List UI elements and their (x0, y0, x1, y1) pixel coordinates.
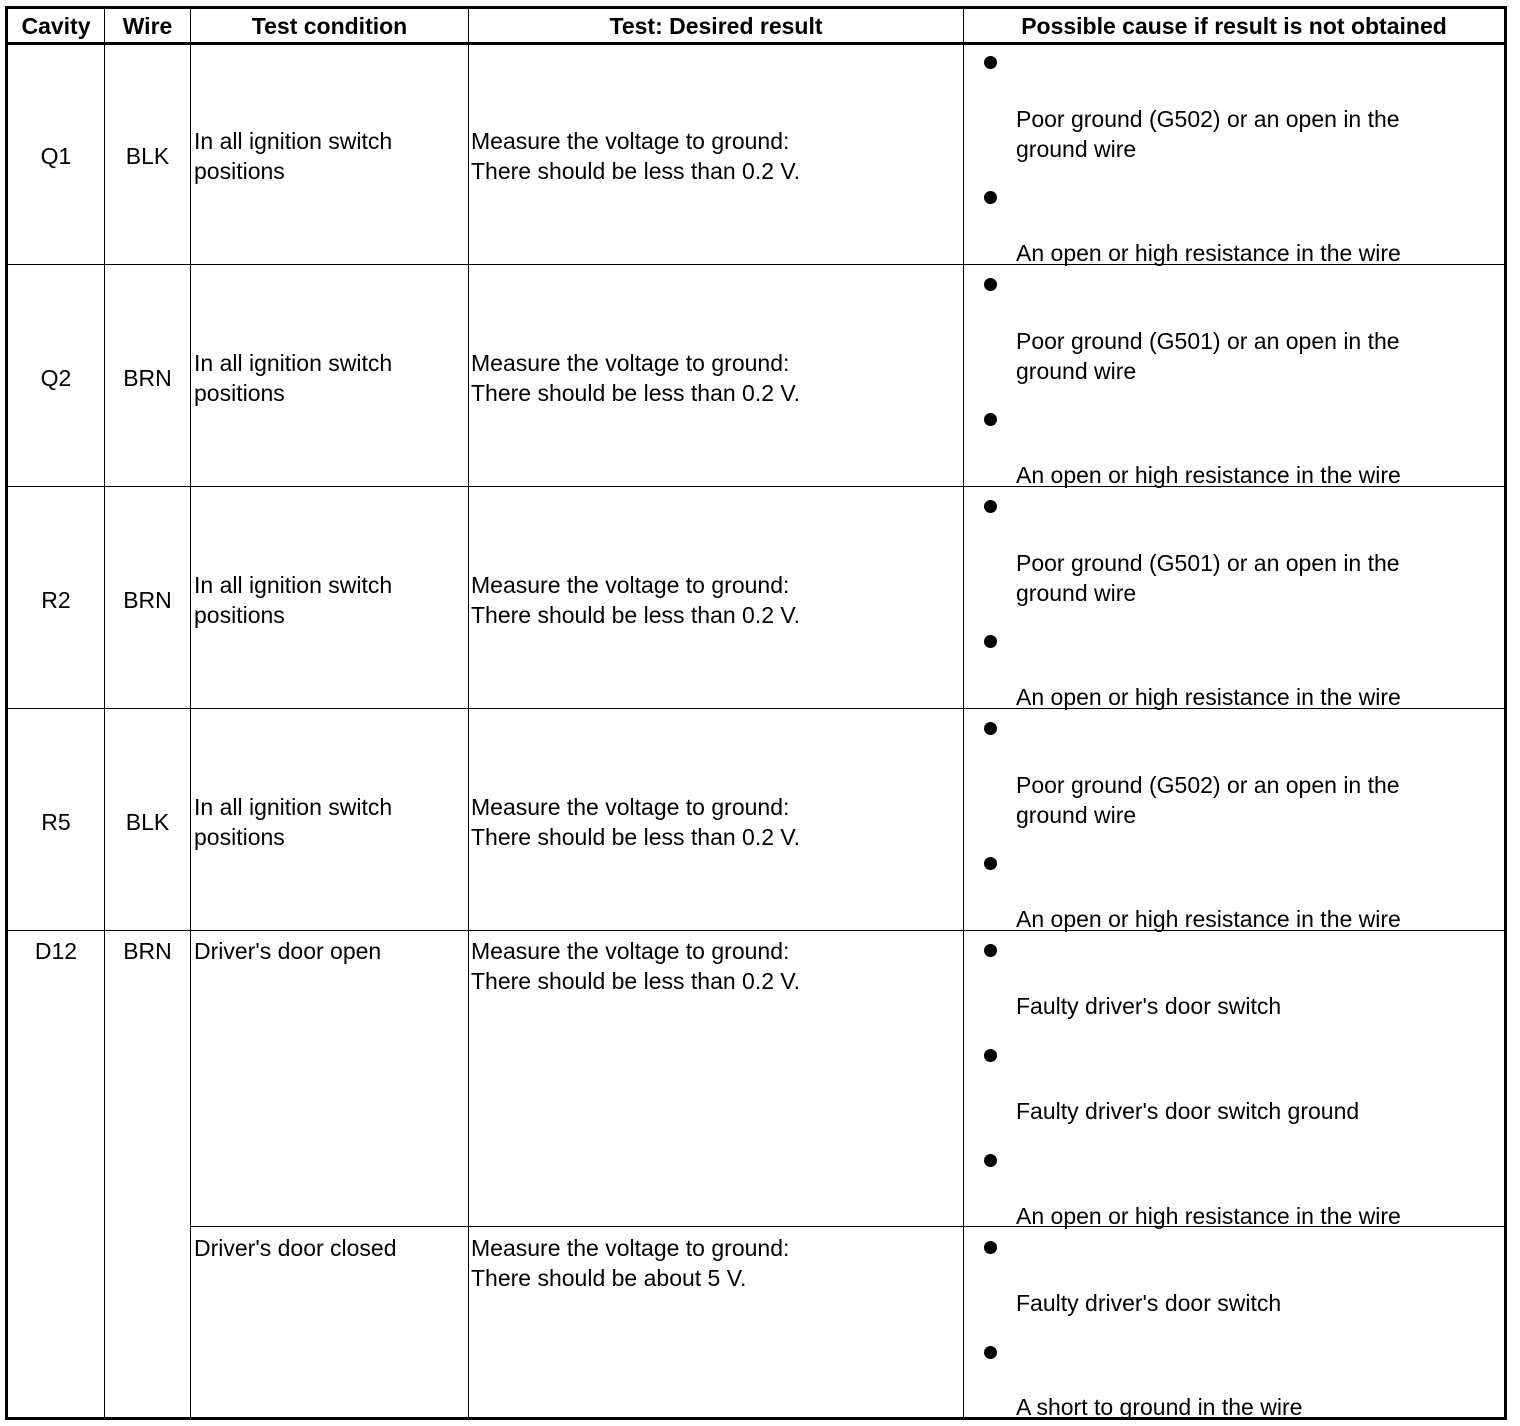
col-divider (963, 9, 964, 1417)
wire-cell: BRN (123, 587, 172, 613)
bullet-icon (984, 500, 997, 513)
desired-result-line: Measure the voltage to ground: (471, 572, 790, 598)
cause-line: An open or high resistance in the wire (1016, 240, 1401, 266)
col-divider (468, 9, 469, 1417)
bullet-icon (984, 413, 997, 426)
cavity-cell: Q2 (40, 365, 72, 391)
header-test-condition: Test condition (251, 13, 408, 39)
cause-line: An open or high resistance in the wire (1016, 684, 1401, 710)
cause-line: An open or high resistance in the wire (1016, 906, 1401, 932)
test-condition-line: positions (194, 380, 285, 406)
desired-result-line: Measure the voltage to ground: (471, 350, 790, 376)
cavity-cell: R5 (41, 809, 71, 835)
desired-result-line: Measure the voltage to ground: (471, 1235, 790, 1261)
desired-result-line: There should be less than 0.2 V. (471, 380, 801, 406)
test-condition-line: Driver's door closed (194, 1235, 397, 1261)
cause-line: An open or high resistance in the wire (1016, 462, 1401, 488)
col-divider (190, 9, 191, 1417)
bullet-icon (984, 857, 997, 870)
cause-line: Poor ground (G502) or an open in the (1016, 772, 1400, 798)
cause-line: Faulty driver's door switch ground (1016, 1098, 1360, 1124)
wire-cell: BRN (123, 365, 172, 391)
desired-result-line: There should be less than 0.2 V. (471, 968, 801, 994)
desired-result-line: There should be less than 0.2 V. (471, 158, 801, 184)
bullet-icon (984, 1241, 997, 1254)
diagnostic-table (5, 6, 1507, 1420)
cause-line: ground wire (1016, 136, 1137, 162)
cause-line: ground wire (1016, 580, 1137, 606)
desired-result-line: Measure the voltage to ground: (471, 128, 790, 154)
header-cavity: Cavity (21, 13, 91, 39)
desired-result-line: Measure the voltage to ground: (471, 938, 790, 964)
test-condition-line: positions (194, 158, 285, 184)
bullet-icon (984, 191, 997, 204)
cause-line: Poor ground (G501) or an open in the (1016, 328, 1400, 354)
cause-line: ground wire (1016, 802, 1137, 828)
cause-line: Faulty driver's door switch (1016, 1290, 1282, 1316)
cavity-cell: Q1 (40, 143, 72, 169)
test-condition-line: In all ignition switch (194, 572, 393, 598)
wire-cell: BLK (125, 143, 170, 169)
bullet-icon (984, 635, 997, 648)
test-condition-line: Driver's door open (194, 938, 382, 964)
bullet-icon (984, 1049, 997, 1062)
desired-result-line: There should be less than 0.2 V. (471, 602, 801, 628)
header-possible-cause: Possible cause if result is not obtained (1021, 13, 1447, 39)
test-condition-line: In all ignition switch (194, 128, 393, 154)
bullet-icon (984, 1346, 997, 1359)
cavity-cell: D12 (34, 938, 78, 964)
cavity-cell: R2 (41, 587, 71, 613)
bullet-icon (984, 1154, 997, 1167)
wire-cell: BLK (125, 809, 170, 835)
desired-result-line: There should be about 5 V. (471, 1265, 747, 1291)
header-divider (8, 42, 1504, 45)
header-desired-result: Test: Desired result (609, 13, 823, 39)
wire-cell: BRN (123, 938, 172, 964)
cause-line: Poor ground (G502) or an open in the (1016, 106, 1400, 132)
bullet-icon (984, 944, 997, 957)
bullet-icon (984, 56, 997, 69)
cause-line: Poor ground (G501) or an open in the (1016, 550, 1400, 576)
test-condition-line: positions (194, 602, 285, 628)
col-divider (104, 9, 105, 1417)
cause-line: An open or high resistance in the wire (1016, 1203, 1401, 1229)
desired-result-line: There should be less than 0.2 V. (471, 824, 801, 850)
test-condition-line: In all ignition switch (194, 794, 393, 820)
cause-line: Faulty driver's door switch (1016, 993, 1282, 1019)
cause-line: ground wire (1016, 358, 1137, 384)
test-condition-line: positions (194, 824, 285, 850)
bullet-icon (984, 278, 997, 291)
header-wire: Wire (122, 13, 173, 39)
cause-line: A short to ground in the wire (1016, 1394, 1303, 1420)
test-condition-line: In all ignition switch (194, 350, 393, 376)
bullet-icon (984, 722, 997, 735)
desired-result-line: Measure the voltage to ground: (471, 794, 790, 820)
